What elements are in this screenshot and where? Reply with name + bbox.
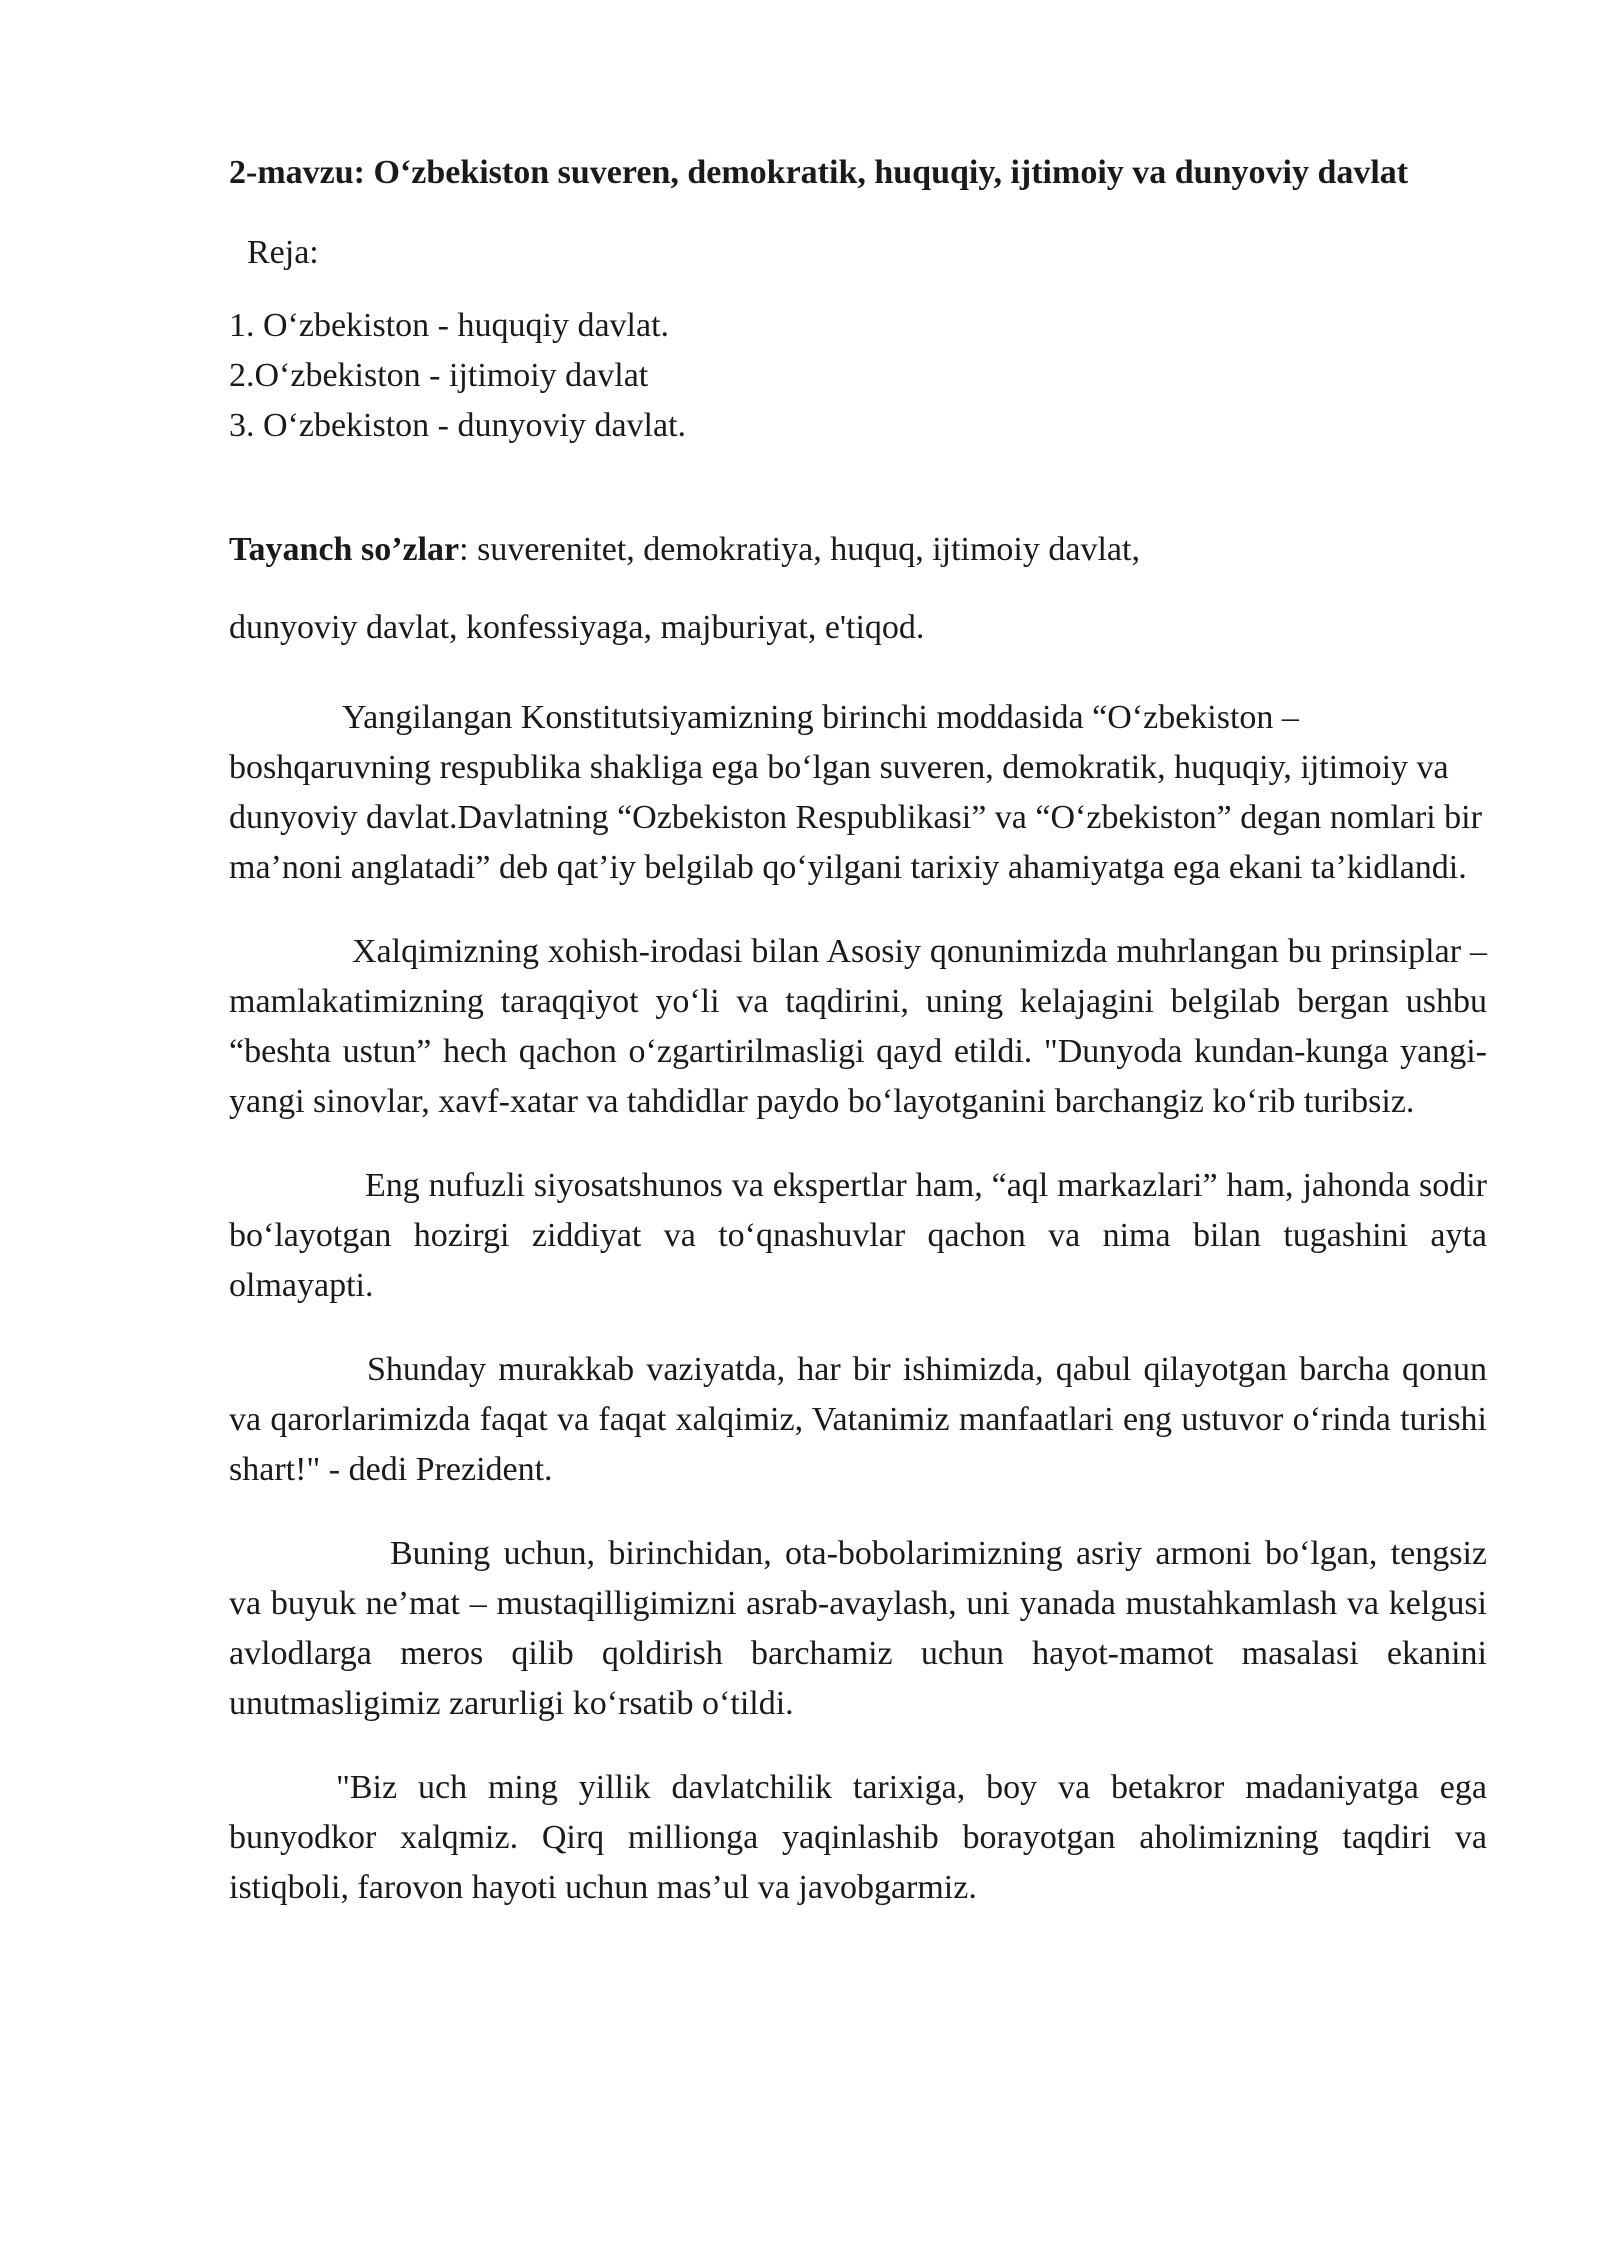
keywords-text: : suverenitet, demokratiya, huquq, ijtimoiy davlat, bbox=[459, 531, 1140, 568]
plan-item: 3. O‘zbekiston - dunyoviy davlat. bbox=[229, 407, 687, 444]
paragraph: Xalqimizning xohish-irodasi bilan Asosiy qonunimizda muhrlangan bu prinsiplar – mamlakatimizning taraqqiyot yo‘li va taqdirini, uning kelajagini belgilab bergan ushbu “beshta ustun” hech qachon o‘zgartirilmasligi qayd etildi. "Dunyoda kundan-kunga yangi-yangi sinovlar, xavf-xatar va tahdidlar paydo bo‘layotganini barchangiz ko‘rib turibsiz. bbox=[229, 933, 1487, 1120]
plan-heading: Reja: bbox=[247, 234, 319, 271]
plan-item: 1. O‘zbekiston - huquqiy davlat. bbox=[229, 307, 670, 344]
plan-item: 2.O‘zbekiston - ijtimoiy davlat bbox=[229, 357, 649, 394]
document-title: 2-mavzu: O‘zbekiston suveren, demokratik, huquqiy, ijtimoiy va dunyoviy davlat bbox=[229, 154, 1409, 191]
document-page bbox=[229, 148, 1487, 1913]
paragraph: Eng nufuzli siyosatshunos va ekspertlar ham, “aql markazlari” ham, jahonda sodir bo‘layotgan hozirgi ziddiyat va to‘qnashuvlar qachon va nima bilan tugashini ayta olmayapti. bbox=[229, 1167, 1487, 1304]
paragraph: Yangilangan Konstitutsiyamizning birinchi moddasida “O‘zbekiston – boshqaruvning respublika shakliga ega bo‘lgan suveren, demokratik, huquqiy, ijtimoiy va dunyoviy davlat.Davlatning “Ozbekiston Respublikasi” va “O‘zbekiston” degan nomlari bir ma’noni anglatadi” deb qat’iy belgilab qo‘yilgani tarixiy ahamiyatga ega ekani ta’kidlandi. bbox=[229, 699, 1482, 886]
keywords-continuation: dunyoviy davlat, konfessiyaga, majburiyat, e'tiqod. bbox=[229, 609, 925, 646]
keywords-line bbox=[229, 525, 1487, 575]
paragraph: Shunday murakkab vaziyatda, har bir ishimizda, qabul qilayotgan barcha qonun va qarorlarimizda faqat va faqat xalqimiz, Vatanimiz manfaatlari eng ustuvor o‘rinda turishi shart!" - dedi Prezident. bbox=[229, 1351, 1487, 1488]
paragraph: Buning uchun, birinchidan, ota-bobolarimizning asriy armoni bo‘lgan, tengsiz va buyuk ne’mat – mustaqilligimizni asrab-avaylash, uni yanada mustahkamlash va kelgusi avlodlarga meros qilib qoldirish barchamiz uchun hayot-mamot masalasi ekanini unutmasligimiz zarurligi ko‘rsatib o‘tildi. bbox=[229, 1535, 1487, 1722]
paragraph: "Biz uch ming yillik davlatchilik tarixiga, boy va betakror madaniyatga ega bunyodkor xalqmiz. Qirq millionga yaqinlashib borayotgan aholimizning taqdiri va istiqboli, farovon hayoti uchun mas’ul va javobgarmiz. bbox=[229, 1769, 1487, 1906]
keywords-label: Tayanch so’zlar bbox=[229, 531, 460, 568]
plan-list bbox=[229, 301, 1487, 451]
